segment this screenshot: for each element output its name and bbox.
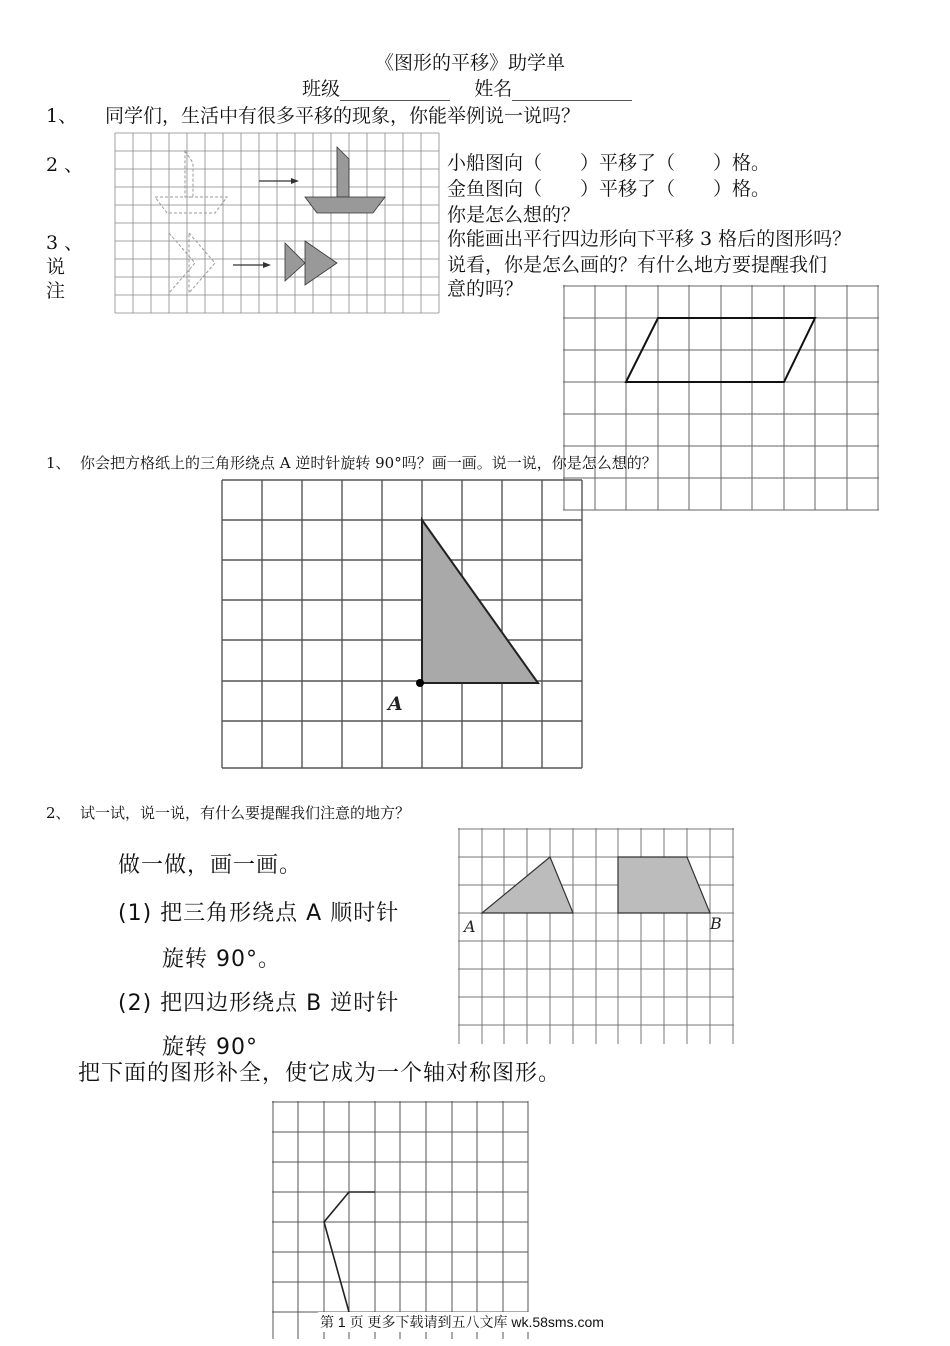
q3-line-3: 意的吗？ [447, 278, 524, 300]
translated-boat [305, 147, 385, 213]
q3-left-char-1: 说 [46, 256, 66, 278]
arrow-icon [233, 262, 271, 268]
translation-grid-lines [115, 133, 439, 313]
translation-grid-figure [115, 133, 440, 316]
original-boat-dashed [155, 151, 227, 213]
point-a-dot [416, 679, 424, 687]
q2-line-2: 金鱼图向（ ）平移了（ ）格。 [447, 178, 771, 200]
q3-left-char-2: 注 [46, 280, 66, 302]
parallelogram-grid [563, 285, 881, 511]
q3-line-2: 说看，你是怎么画的？有什么地方要提醒我们 [447, 254, 828, 276]
two-shapes-grid-lines [458, 828, 734, 1044]
name-input[interactable] [512, 82, 632, 101]
q3-number: 3 、 [46, 232, 84, 254]
task-1b: 旋转 90°。 [162, 947, 281, 972]
q1-text: 同学们，生活中有很多平移的现象，你能举例说一说吗？ [105, 105, 581, 127]
rotation-q2-number: 2、 [46, 804, 71, 822]
symmetry-grid [272, 1101, 530, 1341]
two-shapes-grid [458, 828, 736, 1046]
shaded-triangle [422, 520, 538, 683]
page-footer: 第 1 页 更多下载请到五八文库 wk.58sms.com [320, 1314, 604, 1330]
translated-fish [285, 241, 337, 285]
point-a-label-2: A [464, 917, 476, 936]
rotation-q1-number: 1、 [46, 454, 71, 472]
original-fish-dashed [169, 233, 215, 293]
q2-line-1: 小船图向（ ）平移了（ ）格。 [447, 152, 771, 174]
rotation-q1-text: 你会把方格纸上的三角形绕点 A 逆时针旋转 90°吗？画一画。说一说，你是怎么想的？ [80, 454, 657, 472]
page-title: 《图形的平移》助学单 [375, 52, 566, 74]
rotation-q2-text: 试一试，说一说，有什么要提醒我们注意的地方？ [80, 804, 411, 822]
point-b-label: B [710, 914, 722, 933]
symmetry-grid-lines [272, 1101, 528, 1339]
q2-line-3: 你是怎么想的？ [447, 204, 581, 226]
symmetry-text: 把下面的图形补全，使它成为一个轴对称图形。 [78, 1061, 562, 1086]
q3-line-1: 你能画出平行四边形向下平移 3 格后的图形吗？ [447, 228, 852, 250]
task-2a: (2) 把四边形绕点 B 逆时针 [118, 991, 400, 1016]
class-label: 班级 [302, 78, 341, 100]
class-input[interactable] [340, 82, 450, 101]
triangle-rotation-grid [220, 478, 586, 774]
q2-number: 2 、 [46, 154, 84, 176]
task-title: 做一做，画一画。 [118, 853, 303, 878]
arrow-icon [259, 178, 299, 184]
point-a-label: A [388, 693, 403, 715]
triangle-grid-lines [222, 480, 582, 768]
quadrilateral [618, 857, 710, 913]
task-1a: (1) 把三角形绕点 A 顺时针 [118, 901, 400, 926]
q1-number: 1、 [46, 105, 78, 127]
class-name-line [302, 74, 632, 101]
task-2b: 旋转 90° [162, 1035, 258, 1060]
name-label: 姓名 [474, 78, 513, 100]
